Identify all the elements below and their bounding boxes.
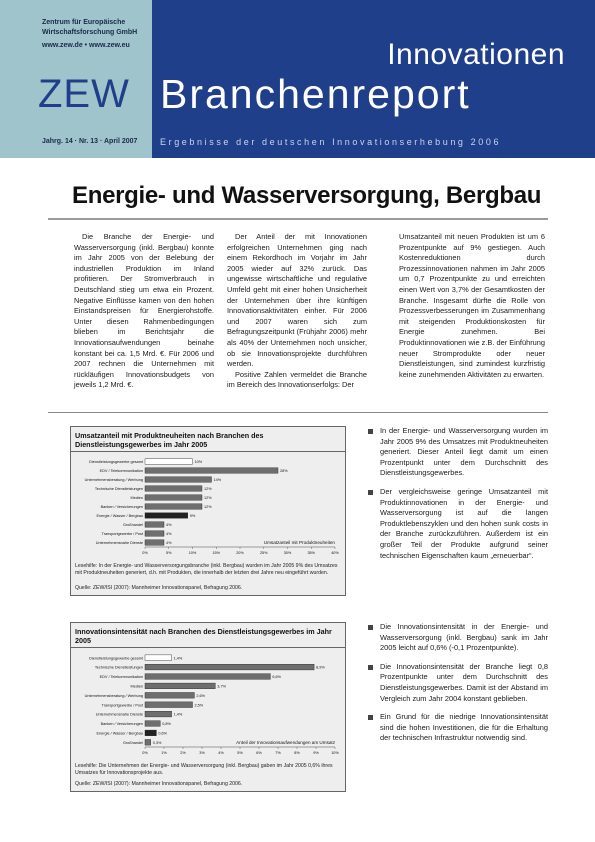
bullet-item: Die Innovationsintensität der Branche liegt 0,8 Prozentpunkte unter dem Durchschnitt des Dienstleistungsgewerbes. Damit ist der Abstand im Vergleich zum Jahr 2004 konstant geblieben. [368,662,548,704]
data-label: 12% [204,487,212,492]
data-label: 0,6% [158,731,168,736]
bullet-square-icon [368,665,373,670]
data-label: 28% [280,469,288,474]
chart-innovationsintensitaet [70,622,346,792]
category-label: Unternehmensnahe Dienste [95,541,143,546]
bullet-item: Ein Grund für die niedrige Innovationsintensität sind die hohen Investitionen, die für die Erhaltung der technischen Infrastruktur notwendig sind. [368,712,548,744]
tick-label: 7% [275,751,281,755]
bar [145,739,151,745]
data-label: 0,3% [152,740,162,745]
data-label: 2,5% [194,703,204,708]
axis-label: Anteil der Innovationsaufwendungen am Umsatz [236,740,335,745]
issue-info: Jahrg. 14 · Nr. 13 · April 2007 [42,138,138,145]
zew-logo: ZEW [38,72,130,116]
category-label: Dienstleistungsgewerbe gesamt [89,656,143,661]
bar [145,711,172,717]
data-label: 9% [189,514,196,519]
category-label: Unternehmensnahe Dienste [95,712,143,717]
bar [145,459,193,464]
bar [145,486,202,491]
page-heading: Energie- und Wasserversorgung, Bergbau [72,182,542,209]
chart-source: Quelle: ZEW/ISI (2007): Mannheimer Innovationspanel, Befragung 2006. [75,585,243,591]
body-column-1 [74,232,214,391]
category-label: EDV / Telekommunikation [99,675,143,680]
data-label: 4% [166,532,172,537]
chart-title: Umsatzanteil mit Produktneuheiten nach Branchen des Dienstleistungsgewerbes im Jahr 2005 [75,431,264,449]
bar [145,504,202,509]
category-label: Energie / Wasser / Bergbau [96,731,143,736]
chart-reading-note: Lesehilfe: In der Energie- und Wasserversorgungsbranche (inkl. Bergbau) wurden im Jahr 2005 9% des Umsatzes mit Produktneuheiten generiert, d.h. mit Produkten, die innerhalb der letzten drei Jahre neu eingeführt wurden. [75,563,338,576]
bullet-square-icon [368,429,373,434]
chart-source: Quelle: ZEW/ISI (2007): Mannheimer Innovationspanel, Befragung 2006. [75,781,243,787]
bullet-list-2 [368,622,548,752]
report-title-main: Branchenreport [160,71,471,117]
category-label: Unternehmensberatung / Werbung [84,693,143,698]
bar [145,702,193,708]
tick-label: 0% [142,551,148,555]
data-label: 12% [204,505,212,510]
axis-label: Umsatzanteil mit Produktneuheiten [263,540,335,545]
body-paragraph: Der Anteil der mit Innovationen erfolgreichen Unternehmen ging nach einem Rekordhoch im Vorjahr im Jahr 2005 wieder auf 32% zurück. Das ungewisse wirtschaftliche und regulative Umfeld geht mit einer hohen Unsicherheit der Unternehmen über ihre künftigen Innovationsaktivitäten einher. Für 2006 und 2007 waren sich zum Befragungszeitpunkt (Frühjahr 2006) mehr als 40% der Unternehmen noch unsicher, ob sie Innovationsprojekte durchführen werden. [227,232,367,369]
bar [145,683,215,689]
category-label: Technische Dienstleistungen [94,487,143,492]
chart-reading-note: Lesehilfe: Die Unternehmen der Energie- und Wasserversorgung (inkl. Bergbau) gaben im Jahr 2005 0,6% ihres Umsatzes für Innovationsprojekte aus. [75,763,333,776]
tick-label: 8% [294,751,300,755]
data-label: 1,4% [173,656,183,661]
chart-umsatzanteil [70,426,346,596]
tick-label: 15% [212,551,221,555]
tick-label: 9% [313,751,319,755]
category-label: Banken / Versicherungen [100,722,143,727]
bullet-square-icon [368,625,373,630]
tick-label: 6% [256,751,262,755]
report-title-top: Innovationen [387,38,565,71]
data-label: 6,6% [272,675,282,680]
category-label: Medien [130,684,143,689]
tick-label: 3% [199,751,205,755]
category-label: Großhandel [122,740,143,745]
body-column-3 [399,232,545,380]
chart-title: Innovationsintensität nach Branchen des Dienstleistungsgewerbes im Jahr 2005 [75,627,332,645]
category-label: Medien [130,496,143,501]
tick-label: 4% [218,751,224,755]
category-label: Banken / Versicherungen [100,505,143,510]
chart-title-rule [71,451,345,452]
tick-label: 25% [259,551,268,555]
org-name: Zentrum für Europäische Wirtschaftsforschung GmbH [42,19,138,36]
bar [145,655,172,661]
bullet-item: Der vergleichsweise geringe Umsatzanteil mit Produktinnovationen in der Energie- und Wasserversorgung ist auf die langen Produktlebenszyklen und den hohen sunk costs in der Branche zurückzuführen. Außerdem ist ein großer Teil der Produkte aufgrund seiner technischen Eigenschaften kaum „erneuerbar“. [368,487,548,561]
heading-rule [48,218,548,220]
data-label: 14% [213,478,222,483]
tick-label: 20% [236,551,244,555]
category-label: EDV / Telekommunikation [99,469,143,474]
data-label: 0,8% [162,722,171,727]
bullet-list-1 [368,426,548,569]
tick-label: 40% [331,551,339,555]
tick-label: 10% [331,751,339,755]
bullet-item: Die Innovationsintensität in der Energie- und Wasserversorgung (inkl. Bergbau) sank im Jahr 2005 leicht auf 0,6% (-0,1 Prozentpunkte). [368,622,548,654]
bar [145,692,194,698]
tick-label: 5% [166,551,172,555]
category-label: Energie / Wasser / Bergbau [96,514,143,519]
body-paragraph: Die Branche der Energie- und Wasserversorgung (inkl. Bergbau) konnte im Jahr 2005 von der Belebung der industriellen Produktion im Inland profitieren. Der Stromverbrauch in Deutschland stieg um etwa ein Prozent. Negative Einflüsse kamen von den hohen Einstandspreisen für Energierohstoffe. Unter diesen Rahmenbedingungen blieben im Berichtsjahr die Innovationsaufwendungen beinahe konstant bei ca. 1,5 Mrd. €. Für 2006 und 2007 rechnen die Unternehmen mit rückläufigen Innovationsbudgets von jeweils 1,2 Mrd. €. [74,232,214,390]
category-label: Transportgewerbe / Post [101,532,143,537]
category-label: Technische Dienstleistungen [94,665,143,670]
bar [145,477,212,482]
bar [145,468,278,473]
tick-label: 30% [283,551,292,555]
bullet-square-icon [368,715,373,720]
bar [145,540,164,545]
tick-label: 5% [237,751,243,755]
data-label: 2,6% [196,693,206,698]
bar [145,531,164,536]
category-label: Unternehmensberatung / Werbung [84,478,143,483]
bar [145,513,188,518]
chart-plot [71,453,347,561]
report-subtitle: Ergebnisse der deutschen Innovationserhebung 2006 [160,137,502,147]
tick-label: 35% [307,551,316,555]
bar [145,721,160,727]
chart-title-rule [71,647,345,648]
data-label: 3,7% [217,684,226,689]
tick-label: 0% [142,751,148,755]
bar [145,495,202,500]
org-url[interactable]: www.zew.de • www.zew.eu [42,42,130,49]
bar [145,674,270,680]
bar [145,730,156,736]
category-label: Transportgewerbe / Post [101,703,143,708]
data-label: 4% [166,523,172,528]
data-label: 4% [166,541,172,546]
bullet-item: In der Energie- und Wasserversorgung wurden im Jahr 2005 9% des Umsatzes mit Produktneuheiten generiert. Dieser Anteil liegt damit um einen Prozentpunkt unter dem Durchschnitt des Dienstleistungsgewerbes. [368,426,548,479]
section-rule [48,412,548,413]
tick-label: 1% [161,751,167,755]
data-label: 12% [204,496,212,501]
tick-label: 10% [188,551,197,555]
bar [145,664,314,670]
tick-label: 2% [180,751,186,755]
body-paragraph: Umsatzanteil mit neuen Produkten ist um 6 Prozentpunkte auf 9% gestiegen. Auch Kostenreduktionen durch Prozessinnovationen nahmen im Jahr 2005 um 0,7 Prozentpunkte zu und erreichten einen Wert von 3,7% der Gesamtkosten der Branche. Insgesamt dürfte die Rolle von Prozessverbesserungen im Zusammenhang mit steigenden Produktionskosten für Energie zunehmen. Bei Produktinnovationen wie z.B. der Einführung neuer Stromprodukte oder neuer Dienstleistungen, sind zumindest kurzfristig keine zunehmenden Aktivitäten zu erwarten. [399,232,545,379]
chart-plot [71,649,347,761]
data-label: 1,4% [173,712,183,717]
bar [145,522,164,527]
body-paragraph: Positive Zahlen vermeldet die Branche im Bereich des Innovationserfolgs: Der [227,369,367,390]
body-column-2 [227,232,367,391]
data-label: 10% [194,460,203,465]
category-label: Dienstleistungsgewerbe gesamt [89,460,143,465]
bullet-square-icon [368,490,373,495]
data-label: 8,9% [316,665,325,670]
category-label: Großhandel [122,523,143,528]
